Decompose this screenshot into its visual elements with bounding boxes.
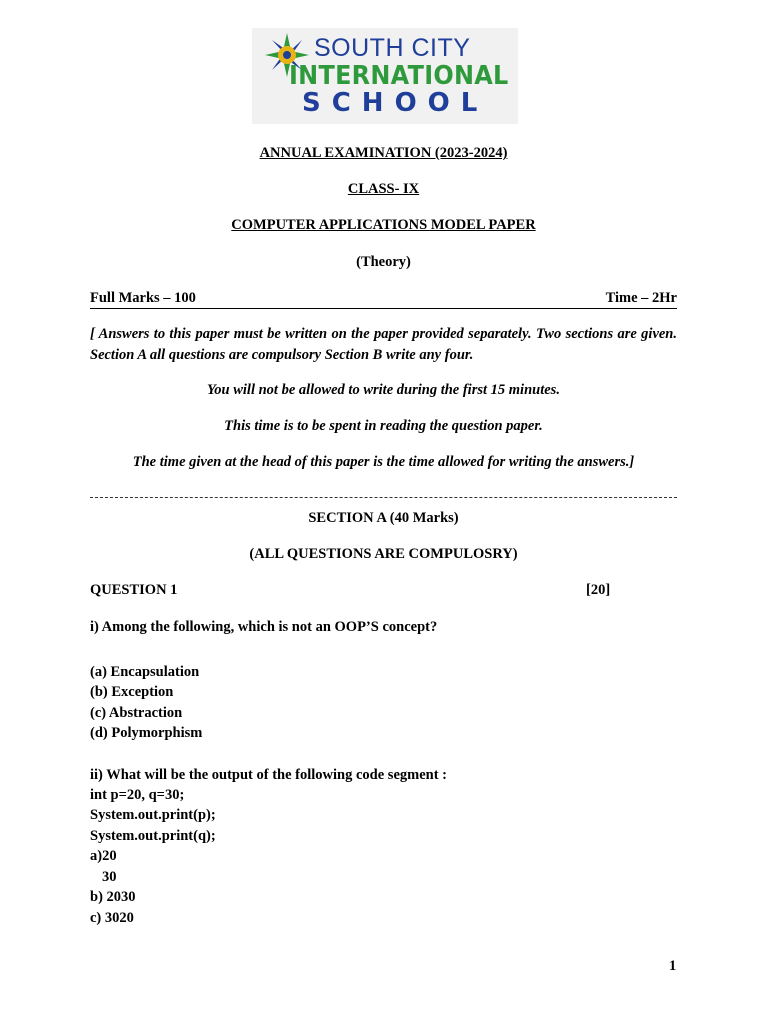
question-marks: [20] [586,582,611,598]
option-item: (c) Abstraction [90,705,183,721]
instructions-paragraph: [ Answers to this paper must be written on the paper provided separately. Two sections are given. Section A all questions are compulsory Section B write any four. [90,326,677,363]
exam-time: Time – 2Hr [605,290,677,306]
instruction-line-3: This time is to be spent in reading the question paper. [224,418,543,434]
logo-text-south-city: SOUTH CITY [314,34,471,62]
school-logo [252,28,518,124]
full-marks: Full Marks – 100 [90,290,196,306]
question-ii-text: ii) What will be the output of the following code segment : [90,767,447,783]
class-title: CLASS- IX [347,181,420,197]
dashed-divider [90,497,677,498]
option-item-continuation: 30 [102,869,117,885]
code-line: System.out.print(p); [90,807,216,823]
logo-text-international: INTERNATIONAL [289,61,509,91]
option-item: c) 3020 [90,910,134,926]
marks-time-row [90,290,677,309]
option-item: (a) Encapsulation [90,664,200,680]
code-line: System.out.print(q); [90,828,216,844]
instruction-line-2: You will not be allowed to write during the first 15 minutes. [207,382,560,398]
page-number: 1 [669,958,677,974]
question-label: QUESTION 1 [90,582,178,598]
section-subtitle: (ALL QUESTIONS ARE COMPULOSRY) [249,546,518,562]
paper-title: COMPUTER APPLICATIONS MODEL PAPER [231,217,536,233]
exam-title: ANNUAL EXAMINATION (2023-2024) [259,145,508,161]
instruction-line-4: The time given at the head of this paper is the time allowed for writing the answers.] [132,454,635,470]
code-line: int p=20, q=30; [90,787,185,803]
question-i-text: i) Among the following, which is not an OOP’S concept? [90,619,438,635]
option-item: (d) Polymorphism [90,725,203,741]
option-item: a)20 [90,848,117,864]
option-item: b) 2030 [90,889,136,905]
option-item: (b) Exception [90,684,174,700]
section-title: SECTION A (40 Marks) [308,510,459,526]
logo-text-school: SCHOOL [302,88,489,118]
paper-type: (Theory) [356,254,411,270]
